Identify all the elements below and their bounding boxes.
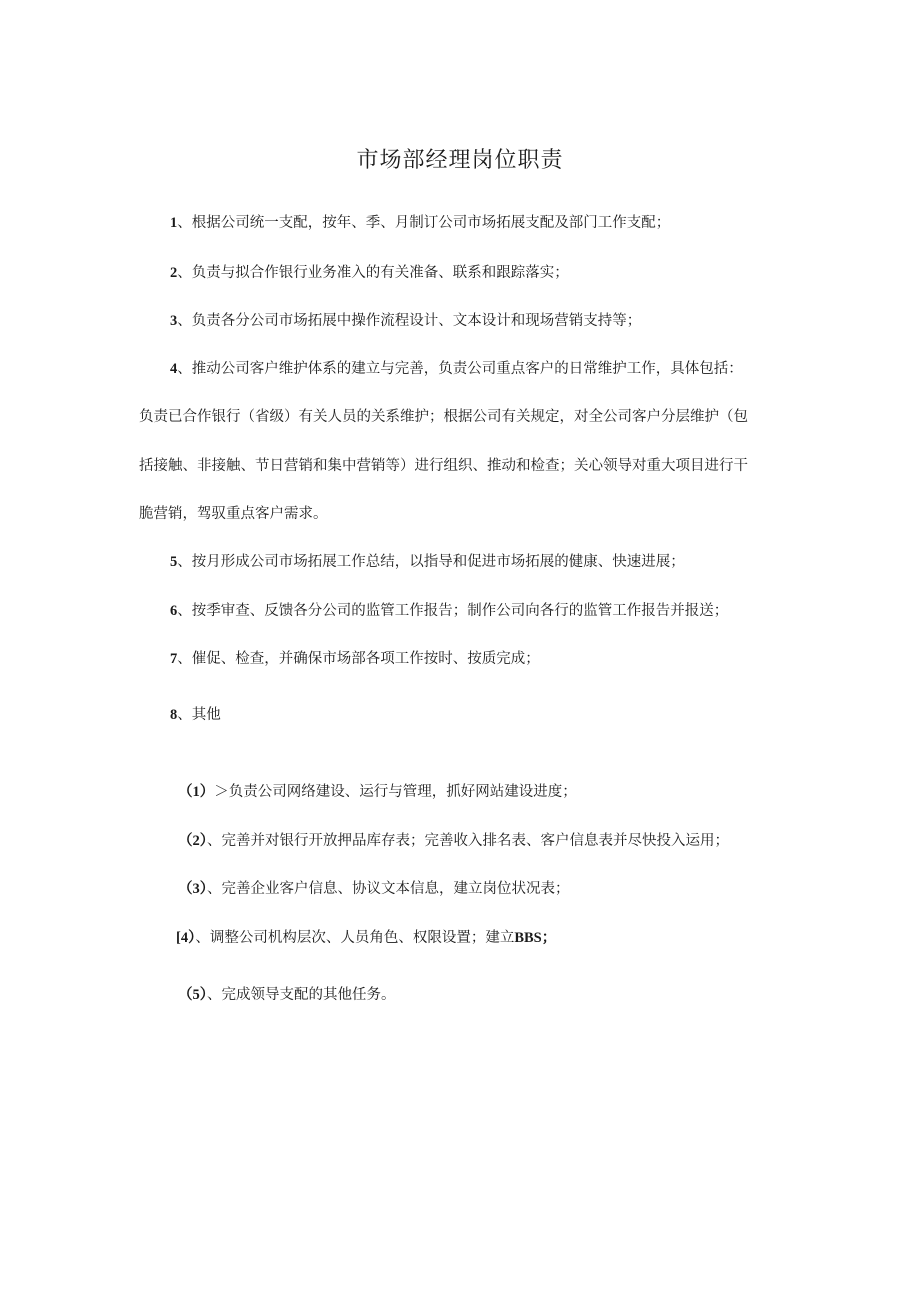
item-number: 6 [170, 603, 178, 619]
item-number: 2 [170, 265, 178, 281]
subitem-text: 、完善企业客户信息、协议文本信息，建立岗位状况表； [207, 881, 570, 897]
list-item [170, 359, 743, 379]
item-text: 、负责各分公司市场拓展中操作流程设计、文本设计和现场营销支持等； [177, 313, 642, 329]
subitem-text: ＞负责公司网络建设、运行与管理，抓好网站建设进度； [214, 784, 577, 800]
paragraph-continuation: 脆营销，驾驭重点客户需求。 [139, 506, 328, 522]
item-text: 、负责与拟合作银行业务准入的有关准备、联系和跟踪落实； [177, 265, 569, 281]
list-item [170, 213, 670, 233]
item-text: 、催促、检查，并确保市场部各项工作按时、按质完成； [177, 651, 540, 667]
sub-list-item [178, 831, 729, 851]
list-item [170, 705, 221, 725]
item-text: 、按月形成公司市场拓展工作总结，以指导和促进市场拓展的健康、快速进展； [177, 554, 685, 570]
subitem-number: （2） [178, 833, 207, 849]
item-number: 1 [170, 215, 178, 231]
list-item [170, 601, 728, 621]
page-title: 市场部经理岗位职责 [356, 148, 564, 173]
list-item [170, 649, 540, 669]
list-item [170, 552, 685, 572]
list-item [170, 311, 641, 331]
subitem-text: 、完善并对银行开放押品库存表；完善收入排名表、客户信息表并尽快投入运用； [207, 833, 729, 849]
sub-list-item [178, 782, 577, 802]
paragraph-continuation: 负责已合作银行（省级）有关人员的关系维护；根据公司有关规定，对全公司客户分层维护（包 [139, 409, 748, 425]
subitem-number: [4） [176, 930, 196, 946]
subitem-number: （5） [178, 987, 207, 1003]
list-item [170, 263, 569, 283]
sub-list-item [178, 985, 396, 1005]
subitem-text: 、调整公司机构层次、人员角色、权限设置；建立 [195, 930, 515, 946]
item-text: 、其他 [177, 707, 221, 723]
bbs-text: BBS； [514, 930, 557, 946]
item-number: 4 [170, 361, 178, 377]
item-number: 7 [170, 651, 178, 667]
sub-list-item [176, 928, 556, 948]
sub-list-item [178, 879, 570, 899]
item-number: 8 [170, 707, 178, 723]
item-text: 、推动公司客户维护体系的建立与完善，负责公司重点客户的日常维护工作，具体包括： [177, 361, 743, 377]
subitem-text: 、完成领导支配的其他任务。 [207, 987, 396, 1003]
item-text: 、根据公司统一支配，按年、季、月制订公司市场拓展支配及部门工作支配； [177, 215, 671, 231]
subitem-number: （3） [178, 881, 207, 897]
item-text: 、按季审查、反馈各分公司的监管工作报告；制作公司向各行的监管工作报告并报送； [177, 603, 729, 619]
paragraph-continuation: 括接触、非接触、节日营销和集中营销等）进行组织、推动和检查；关心领导对重大项目进行干 [139, 458, 748, 474]
item-number: 5 [170, 554, 178, 570]
subitem-number: （1） [178, 784, 215, 800]
item-number: 3 [170, 313, 178, 329]
